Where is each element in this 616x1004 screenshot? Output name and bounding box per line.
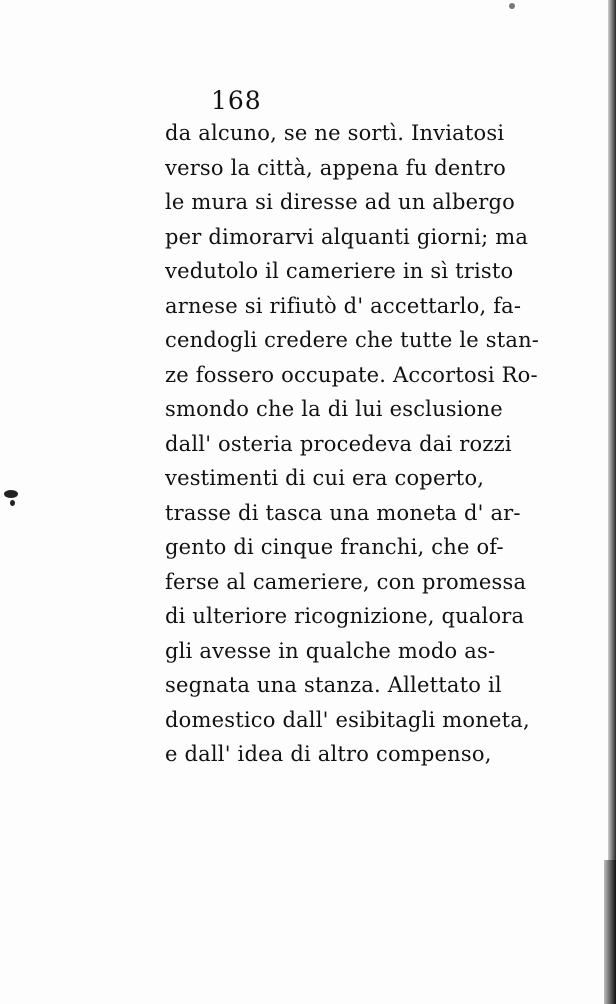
- text-line: vedutolo il cameriere in sì tristo: [165, 259, 514, 283]
- text-line: ferse al cameriere, con promessa: [165, 569, 527, 594]
- text-line: da alcuno, se ne sortì. Inviatosi: [165, 121, 505, 145]
- text-line: arnese si rifiutò d' accettarlo, fa-: [165, 293, 522, 318]
- ink-speck: [10, 500, 15, 506]
- text-line: gli avesse in qualche modo as-: [165, 638, 496, 663]
- page-edge-shadow: [608, 0, 616, 1004]
- text-line: trasse di tasca una moneta d' ar-: [165, 500, 521, 525]
- text-line: cendogli credere che tutte le stan-: [165, 328, 540, 352]
- text-line: gento di cinque franchi, che of-: [165, 535, 504, 559]
- text-line: di ulteriore ricognizione, qualora: [165, 604, 525, 628]
- page-number: 168: [211, 86, 262, 115]
- text-line: ze fossero occupate. Accortosi Ro-: [165, 362, 538, 387]
- body-text: [165, 116, 545, 772]
- text-line: domestico dall' esibitagli moneta,: [165, 707, 530, 732]
- text-line: smondo che la di lui esclusione: [165, 397, 503, 421]
- ink-speck: [4, 490, 18, 498]
- text-line: e dall' idea di altro compenso,: [165, 742, 492, 766]
- text-line: vestimenti di cui era coperto,: [165, 466, 485, 490]
- text-line: segnata una stanza. Allettato il: [165, 673, 502, 697]
- page-edge-shadow-bottom: [604, 860, 616, 1004]
- text-line: verso la città, appena fu dentro: [165, 155, 507, 180]
- text-line: le mura si diresse ad un albergo: [165, 190, 515, 214]
- text-line: per dimorarvi alquanti giorni; ma: [165, 224, 529, 249]
- ink-speck: [509, 3, 515, 9]
- text-line: dall' osteria procedeva dai rozzi: [165, 431, 512, 456]
